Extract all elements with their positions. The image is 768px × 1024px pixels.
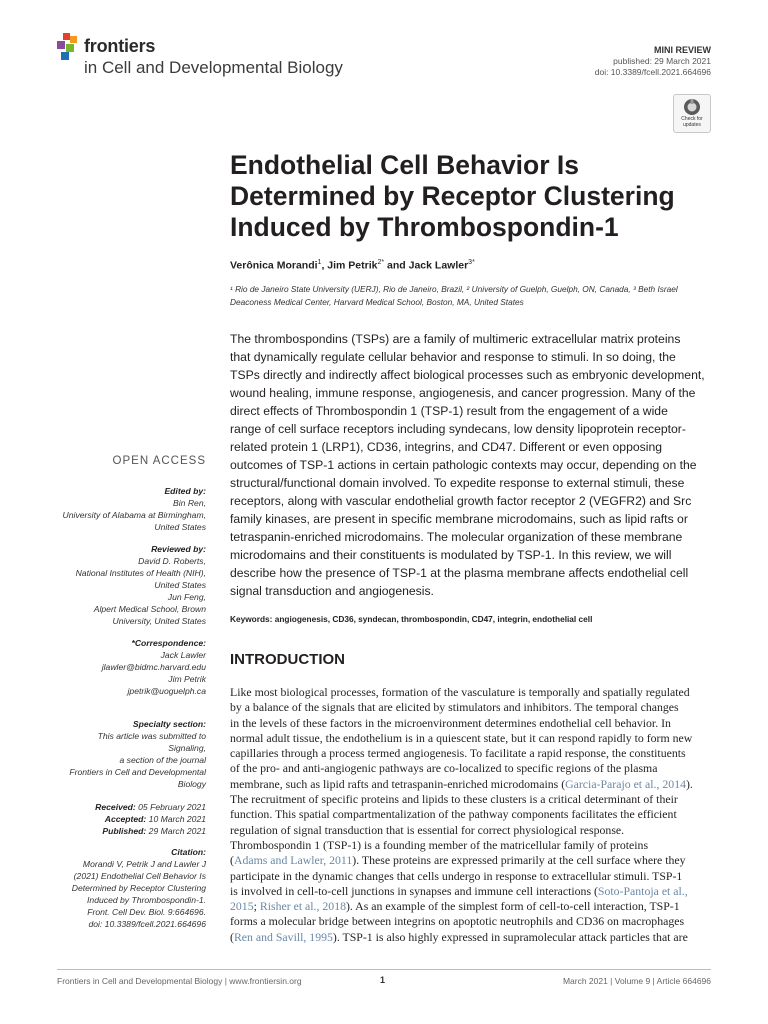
page-number: 1 — [380, 975, 386, 985]
citation-link[interactable]: Risher et al., 2018 — [259, 899, 346, 914]
body-line — [230, 777, 711, 792]
citation-doi[interactable]: doi: 10.3389/fcell.2021.664696 — [88, 919, 206, 929]
body-text: ). These proteins are expressed primarily at the cell surface where they — [352, 853, 686, 868]
body-text: The recruitment of specific proteins and lipids to these clusters is a critical determinant of their — [230, 792, 678, 807]
check-for-updates-button[interactable] — [673, 94, 711, 133]
affiliation-line: ¹ Rio de Janeiro State University (UERJ), Rio de Janeiro, Brazil, ² University of Guelph, Guelph, ON, Canada, ³ Beth Israel — [230, 284, 678, 294]
sidebar-line: National Institutes of Health (NIH), — [75, 568, 206, 578]
body-text: Thrombospondin 1 (TSP-1) is a founding member of the matricellular family of proteins — [230, 837, 649, 852]
article-type: MINI REVIEW — [653, 45, 711, 55]
keywords-text: angiogenesis, CD36, syndecan, thrombospondin, CD47, integrin, endothelial cell — [272, 614, 593, 624]
keywords — [230, 614, 711, 624]
sidebar-line: Jun Feng, — [167, 592, 206, 602]
affiliations — [230, 283, 710, 309]
author-separator: , — [321, 259, 328, 272]
sidebar-line: Induced by Thrombospondin-1. — [87, 895, 206, 905]
published-date-sidebar: 29 March 2021 — [148, 826, 206, 836]
author-name[interactable]: Jack Lawler — [408, 259, 469, 272]
introduction-body — [230, 685, 711, 945]
citation-label: Citation: — [171, 847, 206, 857]
section-heading-introduction: INTRODUCTION — [230, 651, 345, 668]
body-text: normal adult tissue, the endothelium is in a quiescent state, but it can respond rapidly to form new — [230, 730, 693, 745]
body-text: ). TSP-1 is also highly expressed in supramolecular attack particles that are — [332, 929, 688, 944]
article-dates — [95, 801, 206, 837]
reviewed-by-label: Reviewed by: — [151, 544, 206, 554]
specialty-section — [69, 718, 206, 790]
abstract-line: family kinases, are present in specific membrane microdomains, such as lipid rafts or — [230, 512, 688, 526]
abstract-line: outcomes of TSP-1 actions in certain pathologic contexts may occur, depending on the — [230, 458, 697, 472]
correspondence-email[interactable]: jpetrik@uoguelph.ca — [127, 686, 206, 696]
journal-name: in Cell and Developmental Biology — [84, 58, 343, 77]
abstract-line: structural/functional domain involved. To expedite response to external stimuli, these — [230, 476, 685, 490]
citation-link[interactable]: Ren and Savill, 1995 — [233, 929, 333, 944]
sidebar-line: Jim Petrik — [168, 674, 206, 684]
sidebar-line: Biology — [177, 779, 206, 789]
abstract-line: related protein 1 (LRP1), CD36, integrins, and CD47. Different or even opposing — [230, 440, 662, 454]
sidebar-line: (2021) Endothelial Cell Behavior Is — [73, 871, 206, 881]
author-list — [230, 259, 475, 272]
body-text: ). — [686, 776, 693, 791]
abstract-line: The thrombospondins (TSPs) are a family of multimeric extracellular matrix proteins — [230, 332, 681, 346]
sidebar-line: University of Alabama at Birmingham, — [62, 510, 206, 520]
body-text: in the levels of these factors in the microenvironment determines endothelial cell behavior. In — [230, 715, 671, 730]
body-line — [230, 761, 711, 776]
specialty-section-label: Specialty section: — [132, 719, 206, 729]
body-text: Like most biological processes, formation of the vasculature is temporally and spatially regulated — [230, 685, 690, 699]
author-separator: and — [384, 259, 409, 272]
author-name[interactable]: Jim Petrik — [327, 259, 378, 272]
body-line — [230, 716, 711, 731]
sidebar-line: Determined by Receptor Clustering — [71, 883, 206, 893]
body-line — [230, 807, 711, 822]
abstract-line: TSPs directly and indirectly affect biological processes such as embryonic development, — [230, 368, 705, 382]
body-text: participate in the dynamic changes that cells undergo in response to extracellular stimuli. TSP-1 — [230, 868, 683, 883]
author-affil-marker: 2* — [377, 259, 385, 266]
open-access-label: OPEN ACCESS — [112, 455, 206, 467]
body-text: function. This spatial compartmentalization of the pathway components facilitates the efficient — [230, 807, 677, 822]
abstract-line: receptors, along with vascular endothelial growth factor receptor 2 (VEGFR2) and Src — [230, 494, 692, 508]
journal-brand: frontiers — [84, 36, 156, 56]
author-affil-marker: 1 — [317, 259, 322, 266]
body-line — [230, 823, 711, 838]
citation-link[interactable]: 2015 — [230, 899, 254, 914]
sidebar-line: University, United States — [112, 616, 206, 626]
abstract-line: microdomains and their constituents is modulated by TSP-1. In this review, we will — [230, 548, 672, 562]
citation-link[interactable]: Soto-Pantoja et al., — [597, 883, 688, 898]
body-line — [230, 746, 711, 761]
edited-by-label: Edited by: — [164, 486, 206, 496]
body-text: ). As an example of the simplest form of cell-to-cell interaction, TSP-1 — [346, 899, 680, 914]
author-affil-marker: 3* — [468, 259, 475, 266]
body-line — [230, 899, 711, 914]
received-label: Received: — [95, 802, 136, 812]
sidebar-line: Jack Lawler — [160, 650, 206, 660]
body-text: ( — [230, 929, 234, 944]
title-line: Endothelial Cell Behavior Is — [230, 150, 580, 180]
body-text: is involved in cell-to-cell junctions in synapses and immune cell interactions ( — [230, 883, 598, 898]
sidebar-line: Bin Ren, — [173, 498, 206, 508]
body-line — [230, 853, 711, 868]
citation-link[interactable]: Garcia-Parajo et al., 2014 — [565, 776, 686, 791]
edited-by — [63, 485, 206, 533]
sidebar-line: Front. Cell Dev. Biol. 9:664696. — [87, 907, 206, 917]
affiliation-line: Deaconess Medical Center, Harvard Medical School, Boston, MA, United States — [230, 297, 524, 307]
doi[interactable]: doi: 10.3389/fcell.2021.664696 — [594, 67, 711, 77]
abstract-line: describe how the presence of TSP-1 at the plasma membrane affects endothelial cell — [230, 566, 689, 580]
title-line: Induced by Thrombospondin-1 — [230, 212, 619, 242]
body-text: by a balance of the signals that are elicited by stimulators and inhibitors. The temporal changes — [230, 700, 679, 715]
keywords-label: Keywords: — [230, 614, 273, 624]
abstract-line: range of cell surface receptors including syndecans, low density lipoprotein receptor- — [230, 422, 686, 436]
sidebar-line: Signaling, — [168, 743, 206, 753]
check-updates-label: Check for updates — [681, 116, 703, 128]
body-line — [230, 914, 711, 929]
body-text: of the pro- and anti-angiogenic pathways are co-localized to specific regions of the plasma — [230, 761, 658, 776]
body-text: capillaries through a process termed angiogenesis. To facilitate a rapid response, the constituents — [230, 746, 686, 761]
body-text: ( — [230, 853, 234, 868]
body-line — [230, 685, 711, 700]
title-line: Determined by Receptor Clustering — [230, 181, 675, 211]
sidebar-line: Frontiers in Cell and Developmental — [69, 767, 206, 777]
abstract-line: signal transduction and angiogenesis. — [230, 584, 434, 598]
body-text: regulation of signal transduction that is essential for correct physiological response. — [230, 822, 625, 837]
correspondence — [102, 637, 206, 697]
sidebar-line: Alpert Medical School, Brown — [93, 604, 206, 614]
published-label: Published: — [102, 826, 147, 836]
abstract-line: tetraspanin-enriched microdomains. The molecular organization of these membrane — [230, 530, 683, 544]
footer-journal[interactable]: Frontiers in Cell and Developmental Biology | www.frontiersin.org — [57, 976, 302, 986]
body-line — [230, 731, 711, 746]
citation — [72, 846, 206, 930]
body-text: ; — [253, 899, 260, 914]
frontiers-logo-icon — [57, 33, 83, 63]
author-name[interactable]: Verônica Morandi — [230, 259, 318, 272]
received-date: 05 February 2021 — [138, 802, 206, 812]
body-line — [230, 838, 711, 853]
sidebar-line: Morandi V, Petrik J and Lawler J — [82, 859, 206, 869]
body-text: membrane, such as lipid rafts and tetraspanin-enriched microdomains ( — [230, 776, 566, 791]
sidebar-line: David D. Roberts, — [138, 556, 206, 566]
correspondence-email[interactable]: jlawler@bidmc.harvard.edu — [101, 662, 206, 672]
abstract-line: wound healing, immune response, angiogenesis, and cancer progression. Many of the — [230, 386, 696, 400]
abstract-line: direct effects of Thrombospondin 1 (TSP-1) result from the engagement of a wide — [230, 404, 668, 418]
body-line — [230, 869, 711, 884]
article-meta — [595, 45, 711, 78]
body-line — [230, 792, 711, 807]
citation-link[interactable]: Adams and Lawler, 2011 — [233, 853, 353, 868]
sidebar-line: United States — [154, 580, 206, 590]
reviewed-by — [76, 543, 206, 627]
sidebar-line: United States — [154, 522, 206, 532]
body-line — [230, 884, 711, 899]
abstract — [230, 330, 711, 600]
article-title — [230, 150, 710, 243]
published-date: published: 29 March 2021 — [613, 56, 711, 66]
body-line — [230, 930, 711, 945]
sidebar-line: a section of the journal — [119, 755, 206, 765]
sidebar-line: This article was submitted to — [97, 731, 206, 741]
footer-divider — [57, 969, 711, 970]
correspondence-label: *Correspondence: — [131, 638, 206, 648]
footer-issue: March 2021 | Volume 9 | Article 664696 — [562, 976, 711, 986]
accepted-date: 10 March 2021 — [148, 814, 206, 824]
body-line — [230, 700, 711, 715]
abstract-line: that dynamically regulate cellular behavior and response to stimuli. In so doing, the — [230, 350, 676, 364]
body-text: forms a molecular bridge between integrins on apoptotic neutrophils and CD36 on macrophages — [230, 914, 685, 929]
accepted-label: Accepted: — [104, 814, 147, 824]
